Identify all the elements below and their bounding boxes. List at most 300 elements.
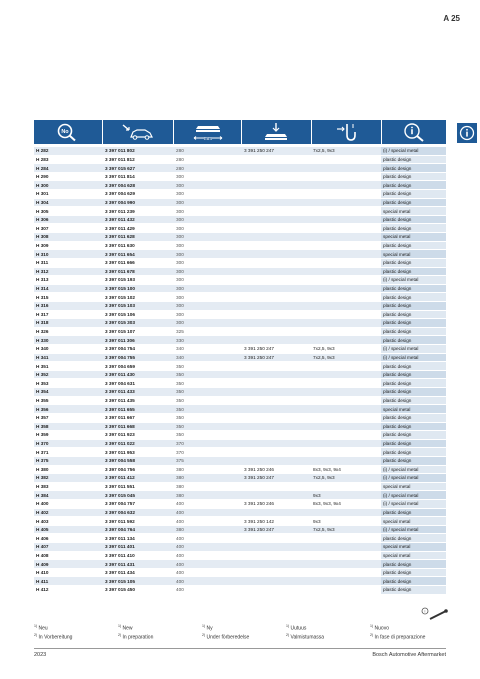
product-code: 3 397 004 632 [103,508,174,517]
adapter-code [242,439,311,448]
footnotes [34,623,454,641]
table-row [34,362,446,371]
adapter-code [242,543,311,552]
product-code: 3 397 011 134 [103,534,174,543]
footer-brand: Bosch Automotive Aftermarket [372,652,446,658]
connection-size [311,336,381,345]
connection-size [311,164,381,173]
table-header [34,120,446,144]
adapter-code [242,327,311,336]
product-code: 3 397 004 754 [103,345,174,354]
length-mm: 300 [174,276,242,285]
length-mm: 400 [174,508,242,517]
footer-year: 2023 [34,652,47,658]
info-note: special metal [381,233,446,242]
footnote-new-fi: Uutuus [290,625,307,632]
info-note: plastic design [381,560,446,569]
footnote-prep-it: In fase di preparazione [374,634,426,641]
length-mm: 300 [174,284,242,293]
footnote-row-prep: $^{2)}$ In Vorbereitung $^{2)}$ In preparation $^{2)}$ Under förberedelse $^{2)}$ Valmistumassa $^{2)}$ In fase di preparazione [34,632,426,641]
adapter-code [242,508,311,517]
connection-size: 9x3 [311,517,381,526]
connection-icon [333,121,359,143]
product-code: 3 397 015 100 [103,284,174,293]
footnote-prep-de: In Vorbereitung [38,634,73,641]
info-note: special metal [381,250,446,259]
product-code: 3 397 011 433 [103,388,174,397]
info-note: plastic design [381,319,446,328]
table-row [34,215,446,224]
adapter-code [242,215,311,224]
table-row [34,293,446,302]
table-row [34,577,446,586]
connection-size [311,233,381,242]
info-note: special metal [381,482,446,491]
table-row [34,422,446,431]
product-code: 3 397 011 435 [103,396,174,405]
info-note: plastic design [381,284,446,293]
adapter-code [242,293,311,302]
product-code: 3 397 004 659 [103,362,174,371]
table-row [34,465,446,474]
table-row [34,568,446,577]
length-mm: 300 [174,267,242,276]
part-number: H 358 [34,422,103,431]
vehicle-icon [121,122,155,142]
connection-size [311,250,381,259]
info-note: plastic design [381,577,446,586]
connection-size [311,543,381,552]
product-code: 3 397 004 756 [103,465,174,474]
info-note: (i) / special metal [381,491,446,500]
part-number: H 313 [34,276,103,285]
length-mm: 350 [174,370,242,379]
product-code: 3 397 011 431 [103,560,174,569]
product-code: 3 397 015 105 [103,577,174,586]
table-row [34,267,446,276]
footnote-new-sv: Ny [206,625,213,632]
product-code: 3 397 011 923 [103,431,174,440]
adapter-code [242,267,311,276]
info-note: special metal [381,405,446,414]
adapter-code [242,379,311,388]
table-row [34,456,446,465]
part-number: H 383 [34,482,103,491]
table-row [34,439,446,448]
info-note: plastic design [381,190,446,199]
footer-divider [34,648,446,649]
part-number: H 311 [34,258,103,267]
table-row [34,499,446,508]
part-number: H 406 [34,534,103,543]
part-number: H 290 [34,172,103,181]
adapter-icon [261,121,291,143]
product-code: 3 397 011 655 [103,405,174,414]
part-number: H 410 [34,568,103,577]
product-code: 3 397 015 102 [103,293,174,302]
part-number: H 307 [34,224,103,233]
adapter-code [242,258,311,267]
info-note: (i) / special metal [381,353,446,362]
footnote-new-de: Neu [38,625,48,632]
product-code: 3 397 015 045 [103,491,174,500]
table-row [34,586,446,595]
part-number: H 283 [34,155,103,164]
info-note: plastic design [381,310,446,319]
adapter-code: 3 391 250 246 [242,499,311,508]
connection-size [311,551,381,560]
info-note: plastic design [381,198,446,207]
header-connection [312,120,382,144]
info-note: plastic design [381,534,446,543]
part-number: H 411 [34,577,103,586]
info-note: special metal [381,551,446,560]
table-row [34,310,446,319]
connection-size: 7x2,5, 9x3 [311,525,381,534]
adapter-code [242,276,311,285]
footnote-new-en: New [122,625,133,632]
adapter-code [242,448,311,457]
connection-size [311,284,381,293]
part-number: H 351 [34,362,103,371]
adapter-code [242,224,311,233]
table-row [34,319,446,328]
table-row [34,448,446,457]
adapter-code [242,198,311,207]
part-number: H 375 [34,456,103,465]
connection-size [311,577,381,586]
length-mm: 300 [174,172,242,181]
table-row [34,172,446,181]
header-vehicle [103,120,174,144]
connection-size [311,258,381,267]
length-mm: 350 [174,362,242,371]
product-code: 3 397 015 103 [103,301,174,310]
adapter-code: 3 391 250 246 [242,465,311,474]
part-number: H 330 [34,336,103,345]
length-mm: 380 [174,482,242,491]
connection-size [311,560,381,569]
adapter-code [242,586,311,595]
footnote-row-new: $^{1)}$ Neu $^{1)}$ New $^{1)}$ Ny $^{1)}$ Uutuus $^{1)}$ Nuovo [34,623,389,632]
table-row [34,508,446,517]
adapter-code [242,413,311,422]
adapter-code [242,310,311,319]
product-code: 3 397 011 551 [103,482,174,491]
table-row [34,517,446,526]
part-number: H 301 [34,190,103,199]
connection-size [311,198,381,207]
length-mm: 400 [174,517,242,526]
adapter-code [242,560,311,569]
info-note: plastic design [381,267,446,276]
parts-table-body [34,147,446,594]
length-mm: 350 [174,388,242,397]
length-mm: 325 [174,327,242,336]
table-row [34,198,446,207]
adapter-code [242,456,311,465]
adapter-code [242,362,311,371]
length-mm: 280 [174,147,242,155]
part-number: H 356 [34,405,103,414]
info-note: plastic design [381,456,446,465]
adapter-code: 3 391 250 247 [242,525,311,534]
product-code: 3 397 015 627 [103,164,174,173]
table-row [34,250,446,259]
adapter-code [242,164,311,173]
length-mm: 350 [174,405,242,414]
product-code: 3 397 011 630 [103,241,174,250]
length-mm: 330 [174,336,242,345]
length-mm: 340 [174,353,242,362]
product-code: 3 397 004 764 [103,525,174,534]
adapter-code [242,577,311,586]
adapter-code: 3 391 250 247 [242,147,311,155]
info-note: plastic design [381,388,446,397]
length-mm: 300 [174,241,242,250]
info-note: plastic design [381,258,446,267]
adapter-code [242,241,311,250]
connection-size: 8x3, 9x3, 9x4 [311,499,381,508]
info-note: plastic design [381,224,446,233]
product-code: 3 397 015 193 [103,276,174,285]
info-note: special metal [381,543,446,552]
table-row [34,233,446,242]
length-mm: 300 [174,258,242,267]
product-code: 3 397 011 410 [103,551,174,560]
product-code: 3 397 015 106 [103,310,174,319]
length-mm: 300 [174,319,242,328]
part-number: H 354 [34,388,103,397]
product-code: 3 397 011 412 [103,474,174,483]
product-code: 3 397 011 667 [103,413,174,422]
length-mm: 400 [174,499,242,508]
table-row [34,224,446,233]
product-code: 3 397 011 430 [103,370,174,379]
connection-size: 7x2,5, 9x3 [311,345,381,354]
part-number: H 352 [34,370,103,379]
adapter-code [242,155,311,164]
part-number: H 316 [34,301,103,310]
table-row [34,396,446,405]
connection-size [311,327,381,336]
adapter-code [242,370,311,379]
info-note: (i) / special metal [381,525,446,534]
adapter-code [242,233,311,242]
info-note: plastic design [381,215,446,224]
adapter-code [242,336,311,345]
info-note: plastic design [381,241,446,250]
info-note: plastic design [381,396,446,405]
connection-size [311,190,381,199]
no-search-icon [56,122,80,142]
length-mm: 340 [174,345,242,354]
part-number: H 384 [34,491,103,500]
connection-size [311,388,381,397]
part-number: H 353 [34,379,103,388]
part-number: H 400 [34,499,103,508]
length-mm: 350 [174,422,242,431]
table-row [34,301,446,310]
adapter-code [242,301,311,310]
part-number: H 282 [34,147,103,155]
length-mm: 350 [174,431,242,440]
part-number: H 409 [34,560,103,569]
connection-size [311,301,381,310]
adapter-code [242,431,311,440]
no-label: No [61,129,69,135]
info-note: plastic design [381,508,446,517]
info-note: plastic design [381,301,446,310]
length-mm: 400 [174,543,242,552]
info-note: plastic design [381,379,446,388]
table-row [34,431,446,440]
adapter-code [242,551,311,560]
table-row [34,336,446,345]
length-mm: 400 [174,568,242,577]
table-row [34,284,446,293]
table-row [34,388,446,397]
table-row [34,482,446,491]
parts-table [34,147,446,595]
header-length [174,120,241,144]
table-row [34,534,446,543]
adapter-code [242,250,311,259]
info-note: plastic design [381,413,446,422]
product-code: 3 397 011 953 [103,448,174,457]
part-number: H 407 [34,543,103,552]
table-row [34,379,446,388]
length-mm: 380 [174,465,242,474]
adapter-code: 3 391 250 142 [242,517,311,526]
length-mm: 300 [174,190,242,199]
table-row [34,491,446,500]
length-mm: 300 [174,250,242,259]
connection-size [311,379,381,388]
product-code: 3 397 011 812 [103,155,174,164]
part-number: H 359 [34,431,103,440]
connection-size [311,422,381,431]
part-number: H 284 [34,164,103,173]
length-mm: 300 [174,301,242,310]
connection-size [311,241,381,250]
connection-size [311,310,381,319]
footnote-prep-en: In preparation [122,634,154,641]
product-code: 3 397 011 802 [103,147,174,155]
part-number: H 315 [34,293,103,302]
info-note: plastic design [381,431,446,440]
wiper-length-icon [190,121,226,143]
info-note: (i) / special metal [381,465,446,474]
info-note: special metal [381,517,446,526]
product-code: 3 397 015 450 [103,586,174,595]
product-code: 3 397 011 429 [103,224,174,233]
length-mm: 300 [174,215,242,224]
part-number: H 355 [34,396,103,405]
part-number: H 305 [34,207,103,216]
length-mm: 370 [174,448,242,457]
length-mm: 380 [174,525,242,534]
connection-size: 8x3, 9x3, 9x4 [311,465,381,474]
info-note: plastic design [381,181,446,190]
adapter-code [242,284,311,293]
product-code: 3 397 015 303 [103,319,174,328]
info-note: (i) / special metal [381,147,446,155]
product-code: 3 397 004 990 [103,198,174,207]
product-code: 3 397 011 678 [103,267,174,276]
part-number: H 382 [34,474,103,483]
adapter-code [242,388,311,397]
table-row [34,551,446,560]
length-mm: 300 [174,233,242,242]
length-mm: 300 [174,207,242,216]
connection-size: 9x3 [311,491,381,500]
table-row [34,543,446,552]
connection-size [311,534,381,543]
product-code: 3 397 015 107 [103,327,174,336]
info-icon [459,125,475,141]
adapter-code [242,172,311,181]
table-row [34,370,446,379]
part-number: H 405 [34,525,103,534]
product-code: 3 397 011 306 [103,336,174,345]
table-row [34,276,446,285]
length-mm: 300 [174,310,242,319]
connection-size [311,155,381,164]
info-note: plastic design [381,327,446,336]
table-row [34,164,446,173]
table-row [34,345,446,354]
product-code: 3 397 004 631 [103,379,174,388]
connection-size [311,267,381,276]
connection-size [311,370,381,379]
length-mm: 350 [174,396,242,405]
info-note: (i) / special metal [381,474,446,483]
product-code: 3 397 011 401 [103,543,174,552]
length-mm: 300 [174,293,242,302]
connection-size [311,293,381,302]
connection-size [311,319,381,328]
connection-size [311,508,381,517]
connection-size [311,439,381,448]
info-note: plastic design [381,172,446,181]
info-note: (i) / special metal [381,345,446,354]
part-number: H 317 [34,310,103,319]
length-mm: 400 [174,560,242,569]
product-code: 3 397 011 022 [103,439,174,448]
part-number: H 308 [34,233,103,242]
header-info [382,120,446,144]
part-number: H 304 [34,198,103,207]
product-code: 3 397 011 432 [103,215,174,224]
length-mm: 280 [174,155,242,164]
adapter-code [242,482,311,491]
connection-size [311,405,381,414]
info-note: plastic design [381,439,446,448]
table-row [34,181,446,190]
part-number: H 403 [34,517,103,526]
adapter-code [242,319,311,328]
info-note: plastic design [381,362,446,371]
info-note: plastic design [381,586,446,595]
svg-text:i: i [424,608,426,614]
connection-size [311,482,381,491]
connection-size [311,448,381,457]
length-mm: 350 [174,413,242,422]
part-number: H 341 [34,353,103,362]
adapter-code [242,181,311,190]
part-number: H 412 [34,586,103,595]
